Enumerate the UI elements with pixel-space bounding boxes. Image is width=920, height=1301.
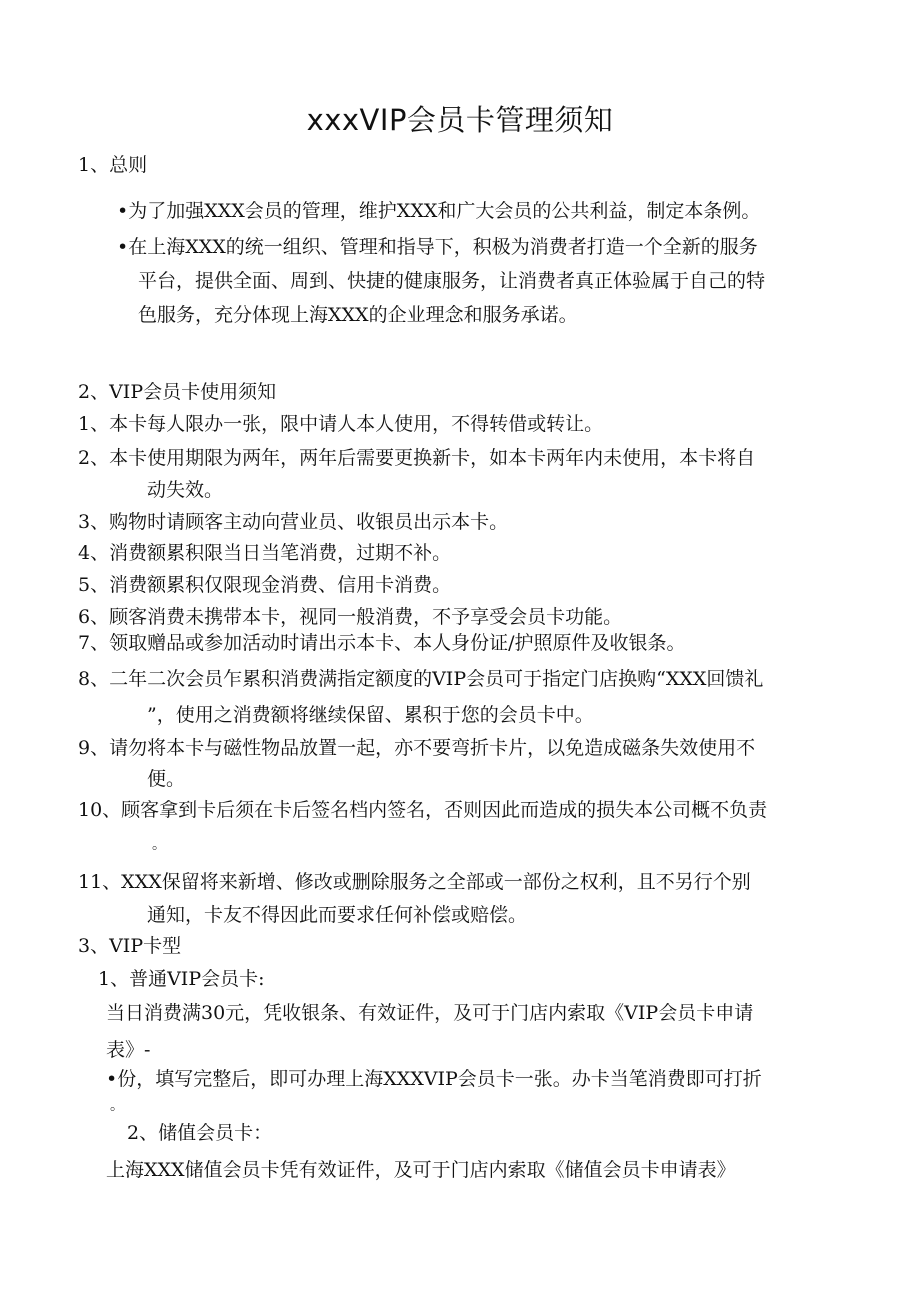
rule-item: 9、请勿将本卡与磁性物品放置一起，亦不要弯折卡片，以免造成磁条失效使用不 xyxy=(78,737,756,759)
card-type-2-heading: 2、储值会员卡： xyxy=(127,1122,273,1144)
rule-item-continuation: 。 xyxy=(152,837,166,853)
card-type-1-text: 。 xyxy=(110,1098,124,1114)
card-type-1-text: •份，填写完整后，即可办理上海XXXVIP会员卡一张。办卡当笔消费即可打折 xyxy=(106,1068,762,1090)
rule-item-continuation: 便。 xyxy=(147,768,186,790)
rule-item: 5、消费额累积仅限现金消费、信用卡消费。 xyxy=(78,574,452,596)
rule-item: 1、本卡每人限办一张，限中请人本人使用，不得转借或转让。 xyxy=(78,413,604,435)
section-1-bullet-2-line-2: 平台，提供全面、周到、快捷的健康服务，让消费者真正体验属于自己的特 xyxy=(138,270,766,292)
rule-item: 3、购物时请顾客主动向营业员、收银员出示本卡。 xyxy=(78,511,509,533)
rule-item: 2、本卡使用期限为两年，两年后需要更换新卡，如本卡两年内未使用，本卡将自 xyxy=(78,447,756,469)
rule-item: 7、领取赠品或参加活动时请出示本卡、本人身份证/护照原件及收银条。 xyxy=(78,632,686,654)
section-1-bullet-1: •为了加强XXX会员的管理，维护XXX和广大会员的公共利益，制定本条例。 xyxy=(117,200,761,222)
rule-item-continuation: ”，使用之消费额将继续保留、累积于您的会员卡中。 xyxy=(147,704,594,726)
rule-item: 11、XXX保留将来新增、修改或删除服务之全部或一部份之权利，且不另行个别 xyxy=(78,871,751,893)
rule-item-continuation: 通知，卡友不得因此而要求任何补偿或赔偿。 xyxy=(147,904,528,926)
section-2-heading: 2、VIP会员卡使用须知 xyxy=(78,381,277,403)
card-type-1-text: 表》- xyxy=(106,1039,151,1061)
card-type-2-text: 上海XXX储值会员卡凭有效证件，及可于门店内索取《储值会员卡申请表》 xyxy=(106,1159,736,1181)
section-1-heading: 1、总则 xyxy=(78,154,148,176)
section-1-bullet-2-line-3: 色服务，充分体现上海XXX的企业理念和服务承诺。 xyxy=(138,304,578,326)
rule-item: 10、顾客拿到卡后须在卡后签名档内签名，否则因此而造成的损失本公司概不负责 xyxy=(78,799,768,821)
card-type-1-text: 当日消费满30元，凭收银条、有效证件，及可于门店内索取《VIP会员卡申请 xyxy=(106,1002,754,1024)
rule-item: 8、二年二次会员乍累积消费满指定额度的VIP会员可于指定门店换购“XXX回馈礼 xyxy=(78,668,764,690)
section-3-heading: 3、VIP卡型 xyxy=(78,935,182,957)
card-type-1-heading: 1、普通VIP会员卡: xyxy=(98,968,265,990)
section-1-bullet-2-line-1: •在上海XXX的统一组织、管理和指导下，积极为消费者打造一个全新的服务 xyxy=(117,236,758,258)
rule-item: 4、消费额累积限当日当笔消费，过期不补。 xyxy=(78,542,452,564)
rule-item-continuation: 动失效。 xyxy=(147,479,224,501)
rule-item: 6、顾客消费未携带本卡，视同一般消费，不予享受会员卡功能。 xyxy=(78,606,623,628)
document-title: xxxVIP会员卡管理须知 xyxy=(306,103,614,137)
